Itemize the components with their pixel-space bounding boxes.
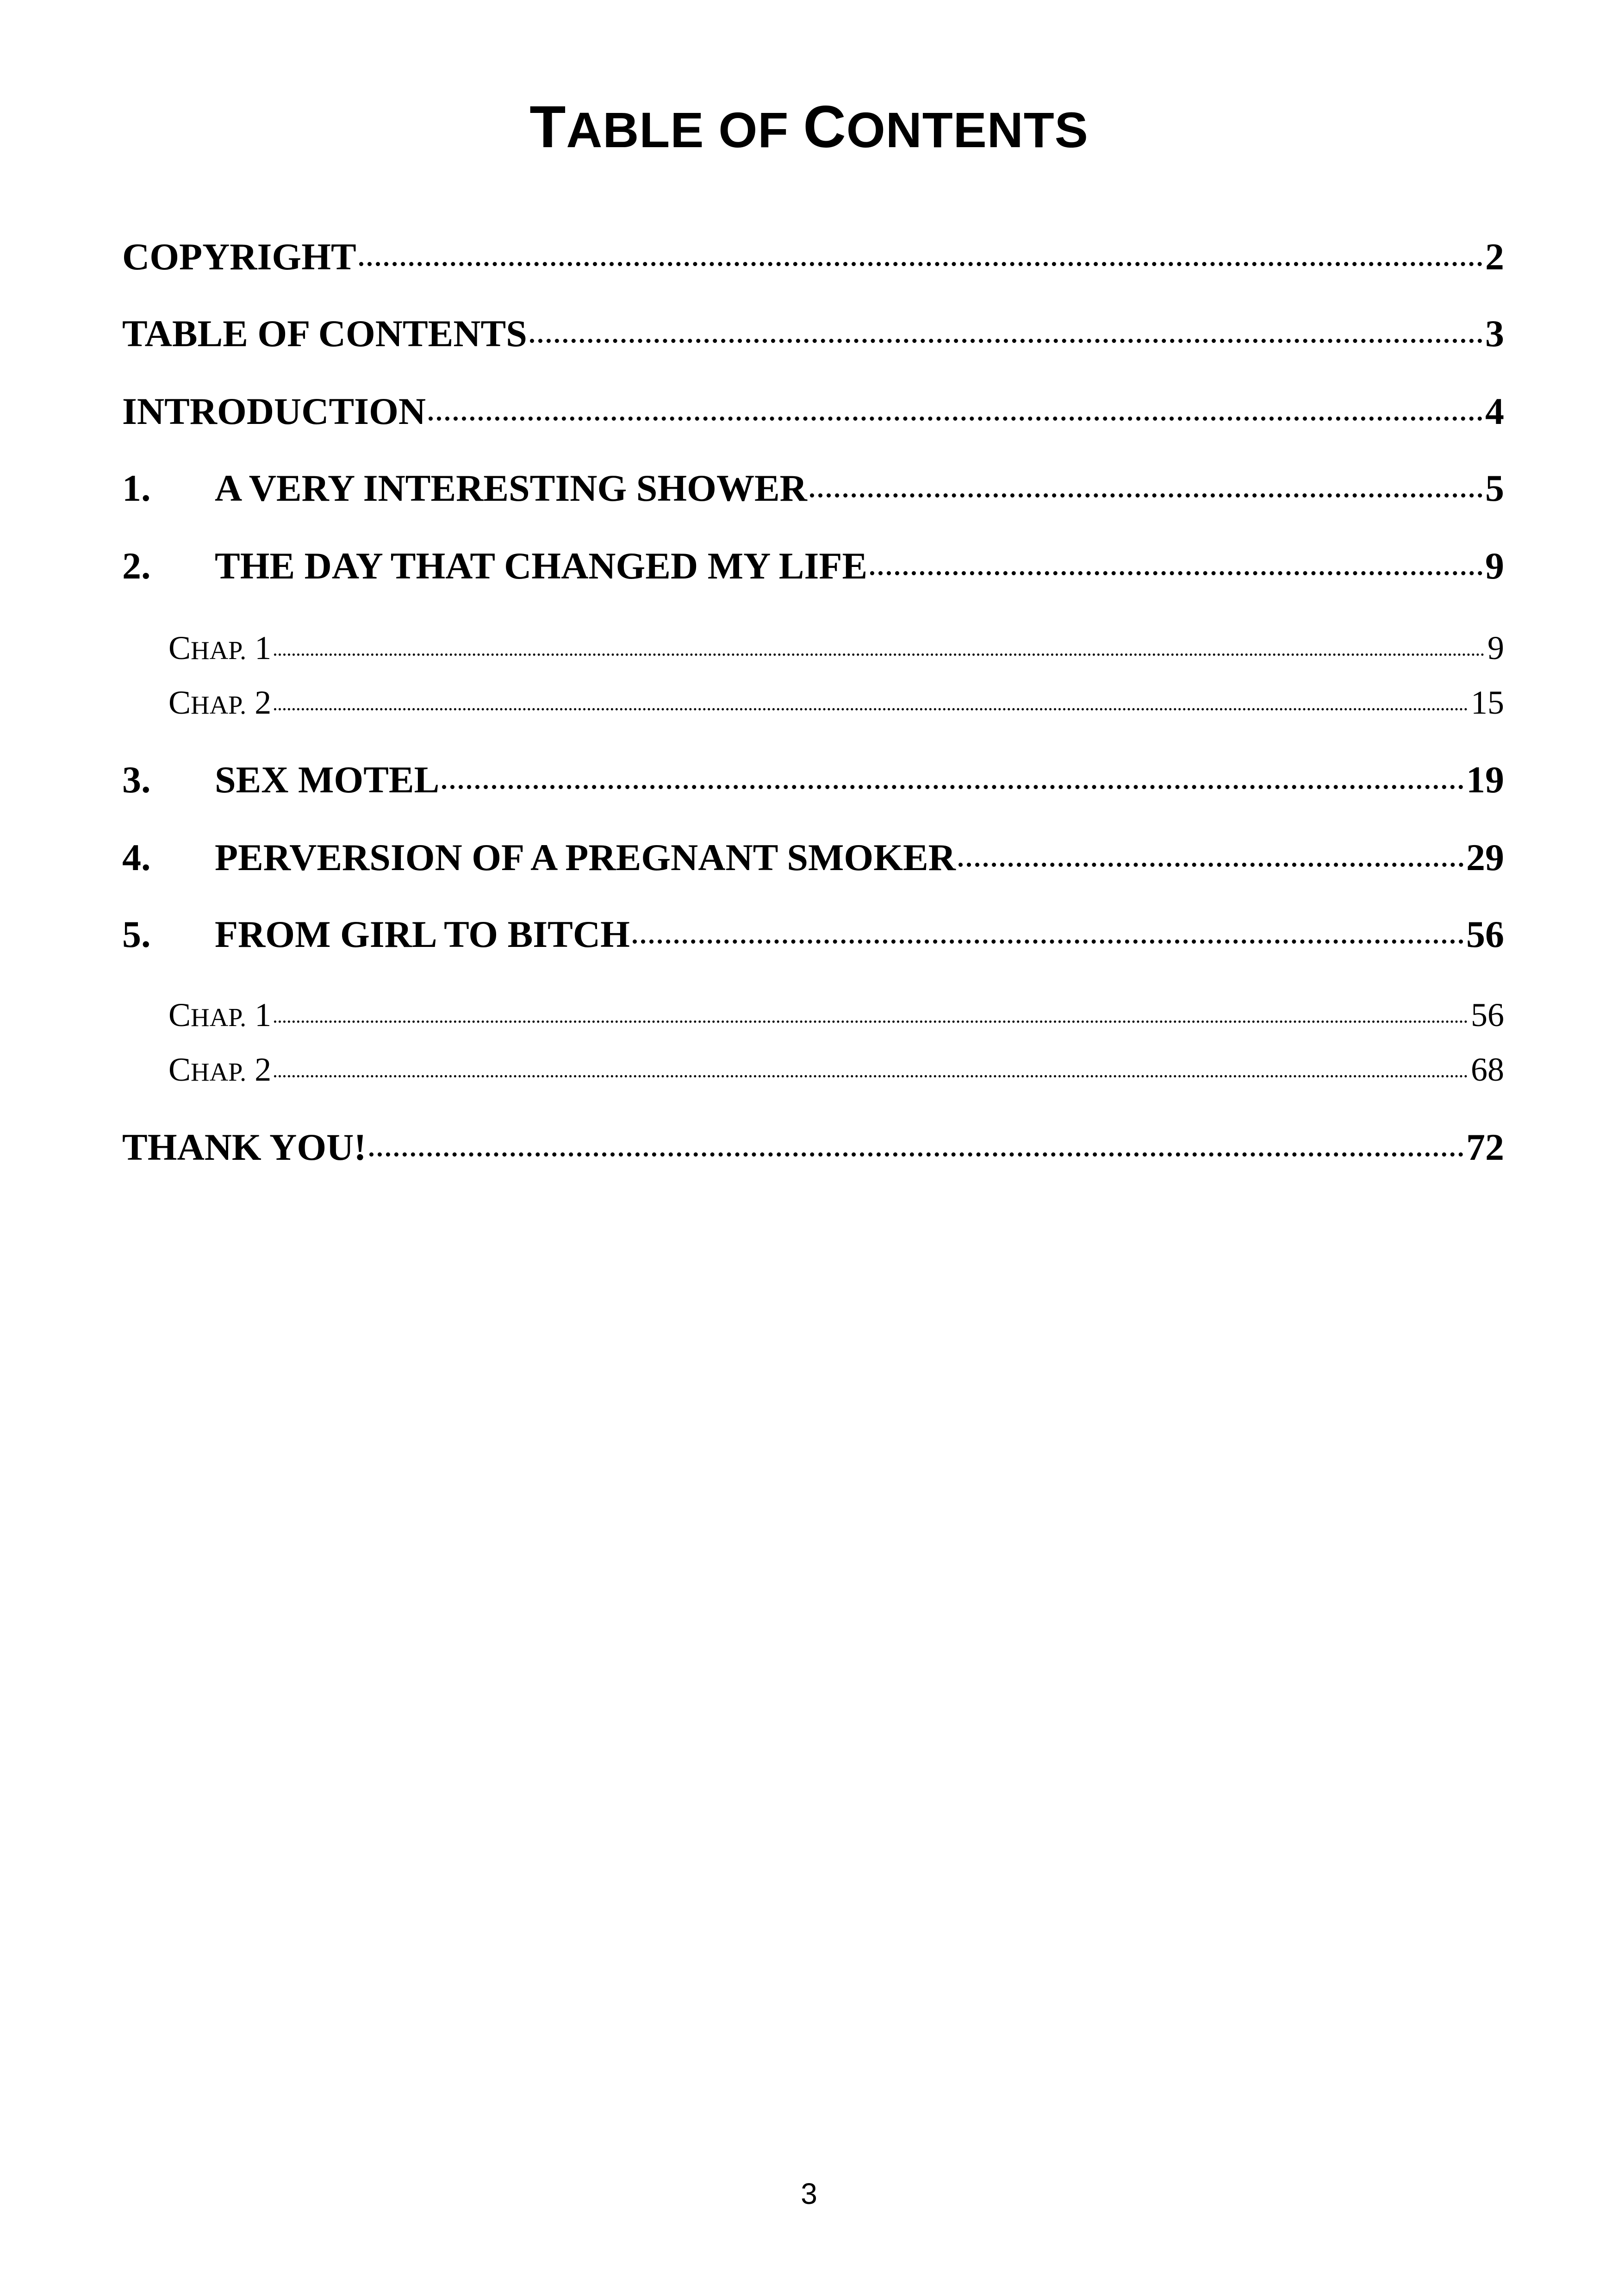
- toc-entry-label: TABLE OF CONTENTS: [122, 312, 527, 355]
- dot-leader: [958, 832, 1463, 870]
- toc-entry-chapter-2[interactable]: [122, 541, 1504, 589]
- toc-entry-number: 2.: [122, 545, 151, 587]
- toc-entry-label: A VERY INTERESTING SHOWER: [215, 467, 807, 509]
- toc-entry-chapter-3[interactable]: [122, 754, 1504, 803]
- toc-entry-page: 68: [1471, 1051, 1504, 1088]
- toc-entry-label: THE DAY THAT CHANGED MY LIFE: [215, 545, 868, 587]
- toc-entry-label: INTRODUCTION: [122, 390, 426, 432]
- toc-entry-copyright[interactable]: [122, 231, 1504, 280]
- toc-entry-chapter-5[interactable]: [122, 909, 1504, 958]
- toc-entry-chapter-4[interactable]: [122, 832, 1504, 881]
- toc-entry-table-of-contents[interactable]: [122, 308, 1504, 357]
- toc-entry-page: 9: [1485, 545, 1504, 587]
- toc-entry-page: 3: [1485, 312, 1504, 355]
- toc-entry-number: 1.: [122, 467, 151, 509]
- toc-entry-page: 4: [1485, 390, 1504, 432]
- toc-subentry-chap-1[interactable]: [168, 993, 1504, 1039]
- toc-subentry-chap-2[interactable]: [168, 680, 1504, 726]
- dot-leader: [369, 1122, 1463, 1160]
- document-title: [0, 94, 1618, 160]
- toc-entry-number: 5.: [122, 913, 151, 955]
- title-text: ONTENTS: [846, 102, 1089, 158]
- dot-leader: [274, 680, 1468, 714]
- toc-entry-page: 19: [1466, 759, 1504, 801]
- toc-entry-page: 9: [1487, 629, 1504, 666]
- toc-entry-number: 4.: [122, 836, 151, 878]
- toc-entry-page: 72: [1466, 1126, 1504, 1168]
- toc-entry-label: CHAP. 2: [168, 1051, 272, 1088]
- title-initial: T: [529, 94, 566, 160]
- dot-leader: [530, 308, 1482, 346]
- toc-entry-page: 5: [1485, 467, 1504, 509]
- toc-entry-number: 3.: [122, 759, 151, 801]
- dot-leader: [870, 541, 1482, 579]
- toc-entry-label: CHAP. 1: [168, 629, 272, 666]
- page-number: 3: [801, 2177, 817, 2210]
- toc-entry-label: COPYRIGHT: [122, 236, 356, 278]
- dot-leader: [633, 909, 1463, 947]
- toc-entry-label: CHAP. 2: [168, 684, 272, 721]
- toc-subentry-chap-2[interactable]: [168, 1047, 1504, 1093]
- toc-entry-label: SEX MOTEL: [215, 759, 440, 801]
- title-initial: C: [803, 94, 846, 160]
- toc-subentry-chap-1[interactable]: [168, 626, 1504, 672]
- dot-leader: [274, 626, 1485, 659]
- toc-entry-label: PERVERSION OF A PREGNANT SMOKER: [215, 836, 956, 878]
- title-text: ABLE OF: [566, 102, 803, 158]
- toc-entry-label: FROM GIRL TO BITCH: [215, 913, 630, 955]
- toc-entry-page: 15: [1471, 684, 1504, 721]
- dot-leader: [429, 386, 1482, 424]
- toc-entry-thank-you[interactable]: [122, 1122, 1504, 1170]
- dot-leader: [359, 231, 1482, 269]
- dot-leader: [274, 1047, 1468, 1081]
- dot-leader: [810, 463, 1482, 501]
- dot-leader: [274, 993, 1468, 1026]
- toc-entry-page: 56: [1471, 996, 1504, 1033]
- toc-entry-page: 56: [1466, 913, 1504, 955]
- toc-entry-label: THANK YOU!: [122, 1126, 367, 1168]
- dot-leader: [442, 754, 1463, 792]
- toc-entry-label: CHAP. 1: [168, 996, 272, 1033]
- toc-entry-page: 2: [1485, 236, 1504, 278]
- toc-entry-chapter-1[interactable]: [122, 463, 1504, 511]
- toc-entry-page: 29: [1466, 836, 1504, 878]
- toc-entry-introduction[interactable]: [122, 386, 1504, 435]
